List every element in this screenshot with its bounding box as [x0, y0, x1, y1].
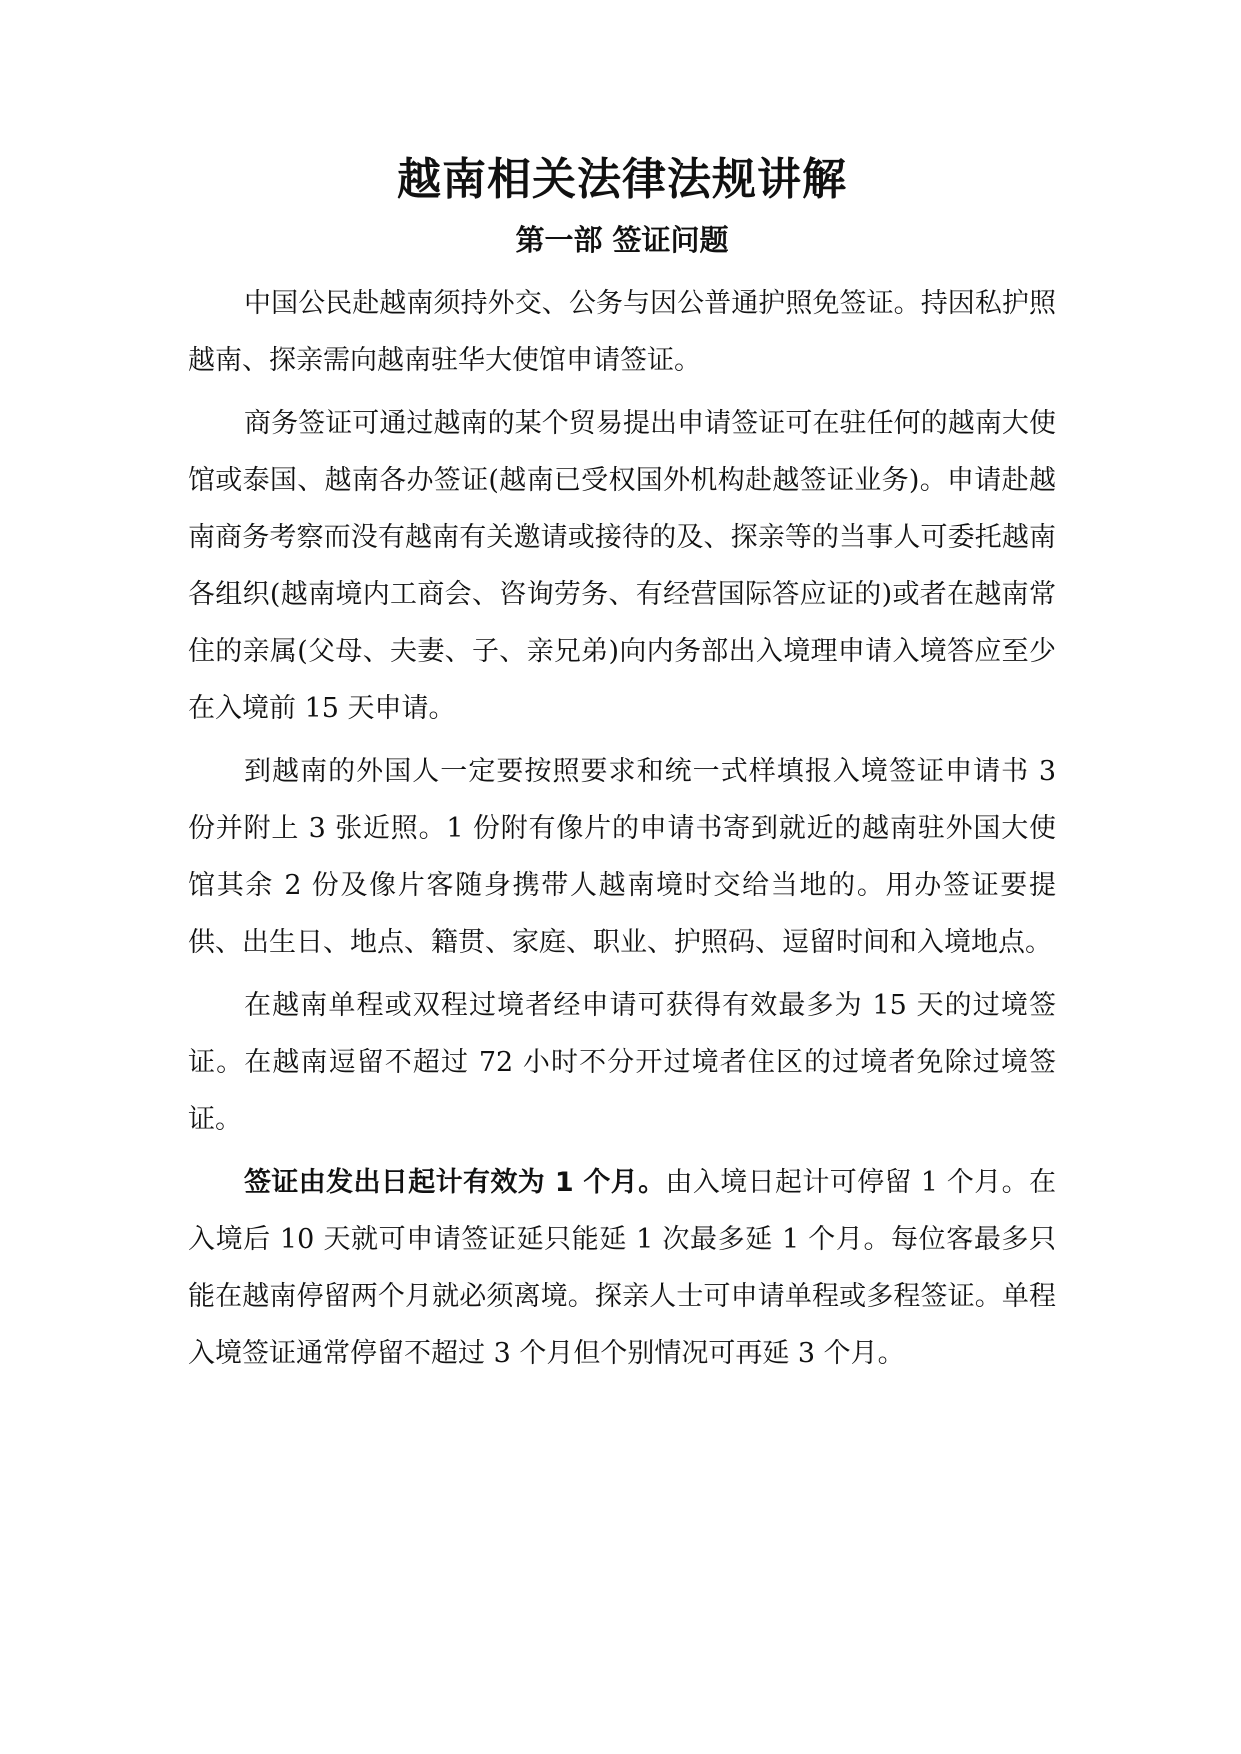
paragraph-5-bold-lead: 签证由发出日起计有效为 1 个月。 — [244, 1167, 666, 1198]
paragraph-5 — [188, 1154, 1056, 1382]
section-heading: 第一部 签证问题 — [515, 223, 729, 257]
paragraph-4: 在越南单程或双程过境者经申请可获得有效最多为 15 天的过境签证。在越南逗留不超过 72 小时不分开过境者住区的过境者免除过境签证。 — [188, 990, 1056, 1135]
paragraph-2: 商务签证可通过越南的某个贸易提出申请签证可在驻任何的越南大使馆或泰国、越南各办签证(越南已受权国外机构赴越签证业务)。申请赴越南商务考察而没有越南有关邀请或接待的及、探亲等的当事人可委托越南各组织(越南境内工商会、咨询劳务、有经营国际答应证的)或者在越南常住的亲属(父母、夫妻、子、亲兄弟)向内务部出入境理申请入境答应至少在入境前 15 天申请。 — [188, 408, 1056, 724]
paragraph-5-text: 由入境日起计可停留 1 个月。在入境后 10 天就可申请签证延只能延 1 次最多延 1 个月。每位客最多只能在越南停留两个月就必须离境。探亲人士可申请单程或多程签证。单程入境签证通常停留不超过 3 个月但个别情况可再延 3 个月。 — [188, 1167, 1057, 1369]
document-title: 越南相关法律法规讲解 — [397, 154, 847, 205]
paragraph-1: 中国公民赴越南须持外交、公务与因公普通护照免签证。持因私护照越南、探亲需向越南驻华大使馆申请签证。 — [188, 288, 1056, 376]
paragraph-3: 到越南的外国人一定要按照要求和统一式样填报入境签证申请书 3 份并附上 3 张近照。1 份附有像片的申请书寄到就近的越南驻外国大使馆其余 2 份及像片客随身携带人越南境时交给当地的。用办签证要提供、出生日、地点、籍贯、家庭、职业、护照码、逗留时间和入境地点。 — [188, 756, 1056, 958]
document-page — [188, 150, 1056, 1388]
